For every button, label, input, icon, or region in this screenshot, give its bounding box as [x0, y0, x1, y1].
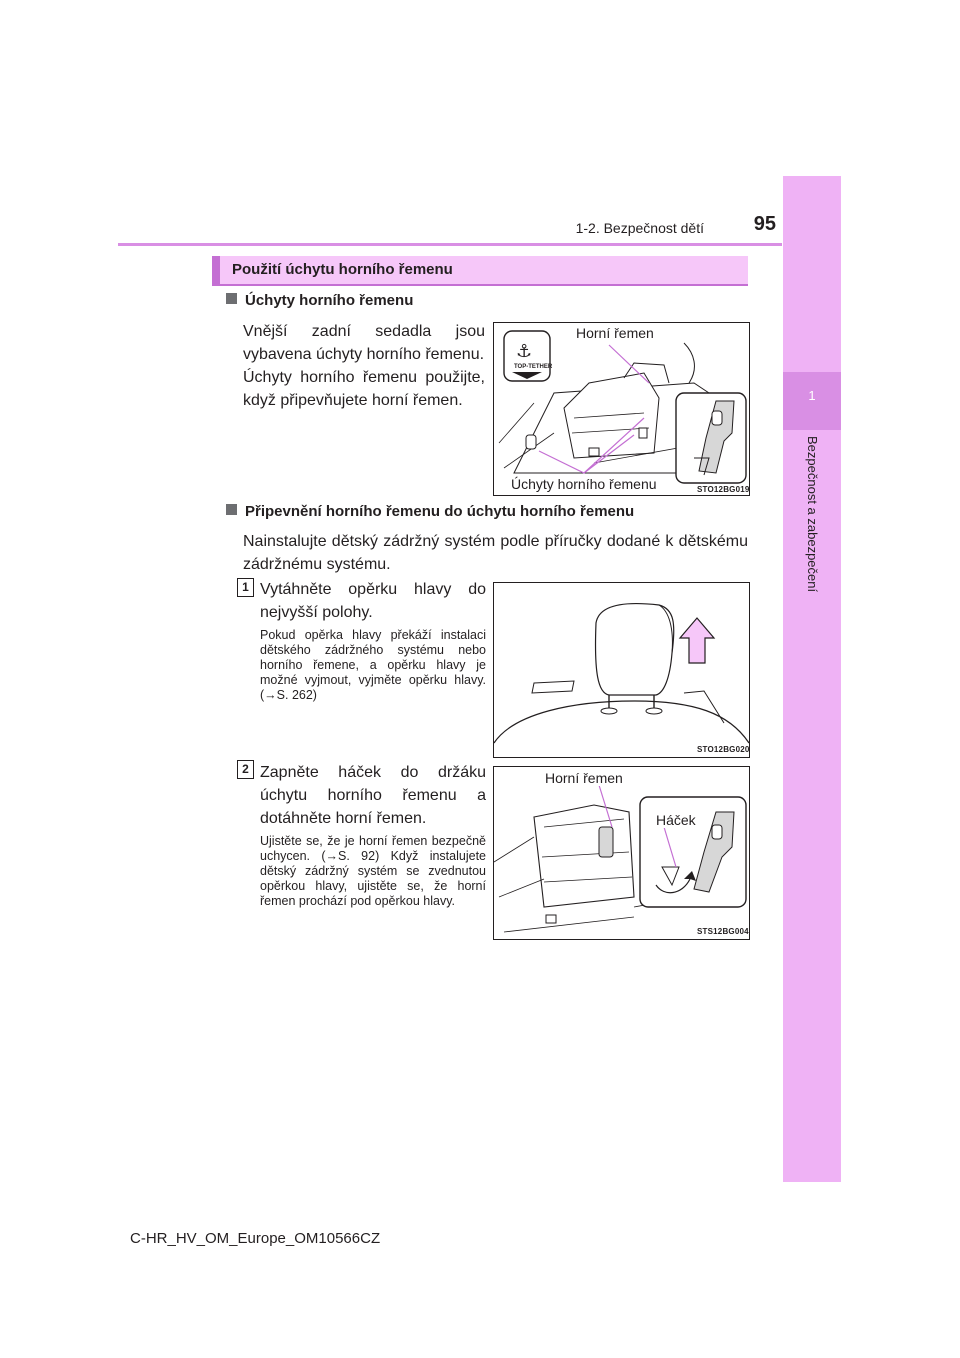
chapter-side-tab	[783, 176, 841, 1182]
para-install-intro: Nainstalujte dětský zádržný systém podle příručky dodané k dětskému zádržnému systému.	[243, 533, 748, 573]
section-title: 1-2. Bezpečnost dětí	[575, 220, 704, 236]
heading-attach	[226, 503, 746, 520]
label-tether-anchors: Úchyty horního řemenu	[511, 476, 657, 492]
topic-title: Použití úchytu horního řemenu	[232, 261, 453, 278]
figure-hook-attach	[493, 766, 750, 940]
step-number-2: 2	[237, 760, 254, 779]
figure-code: STS12BG004	[697, 927, 749, 936]
figure-code: STO12BG020	[697, 745, 750, 754]
svg-text:⚓: ⚓	[516, 341, 533, 362]
label-top-tether-strap: Horní řemen	[545, 770, 623, 786]
step-2-note: Ujistěte se, že je horní řemen bezpečně uchycen. (→S. 92) Když instalujete dětský zádržný systém se zvednutou opěrkou hlavy, ujistěte se, že horní řemen prochází pod opěrkou hlavy.	[260, 834, 486, 908]
document-footer: C-HR_HV_OM_Europe_OM10566CZ	[130, 1230, 381, 1247]
figure-code: STO12BG019	[697, 485, 750, 494]
para-anchors-use: Úchyty horního řemenu použijte, když připevňujete horní řemen.	[243, 369, 485, 409]
label-top-tether-strap: Horní řemen	[576, 325, 654, 341]
step-1-text: Vytáhněte opěrku hlavy do nejvyšší polohy.	[260, 581, 486, 621]
step-number-1: 1	[237, 578, 254, 597]
step-2-text: Zapněte háček do držáku úchytu horního řemenu a dotáhněte horní řemen.	[260, 764, 486, 827]
header-rule	[118, 243, 782, 246]
chapter-number: 1	[808, 388, 816, 403]
step-1-note: Pokud opěrka hlavy překáží instalaci dětského zádržného systému nebo horního řemene, a opěrku hlavy je možné vyjmout, vyjměte opěrku hlavy. (→S. 262)	[260, 628, 486, 702]
figure-anchor-locations	[493, 322, 750, 496]
para-anchors-equipped: Vnější zadní sedadla jsou vybavena úchyty horního řemenu.	[243, 323, 485, 363]
square-bullet-icon	[226, 504, 237, 515]
figure-headrest-raise	[493, 582, 750, 758]
top-tether-badge-text: TOP-TETHER	[514, 364, 553, 370]
topic-title-bar	[212, 256, 748, 284]
square-bullet-icon	[226, 293, 237, 304]
label-hook: Háček	[656, 812, 696, 828]
heading-attach-text: Připevnění horního řemenu do úchytu horního řemenu	[245, 503, 635, 520]
page-number: 95	[753, 213, 776, 235]
topic-title-underline	[212, 284, 748, 286]
heading-anchors-text: Úchyty horního řemenu	[245, 292, 414, 309]
heading-anchors	[226, 292, 506, 309]
chapter-title: Bezpečnost a zabezpečení	[805, 436, 820, 593]
